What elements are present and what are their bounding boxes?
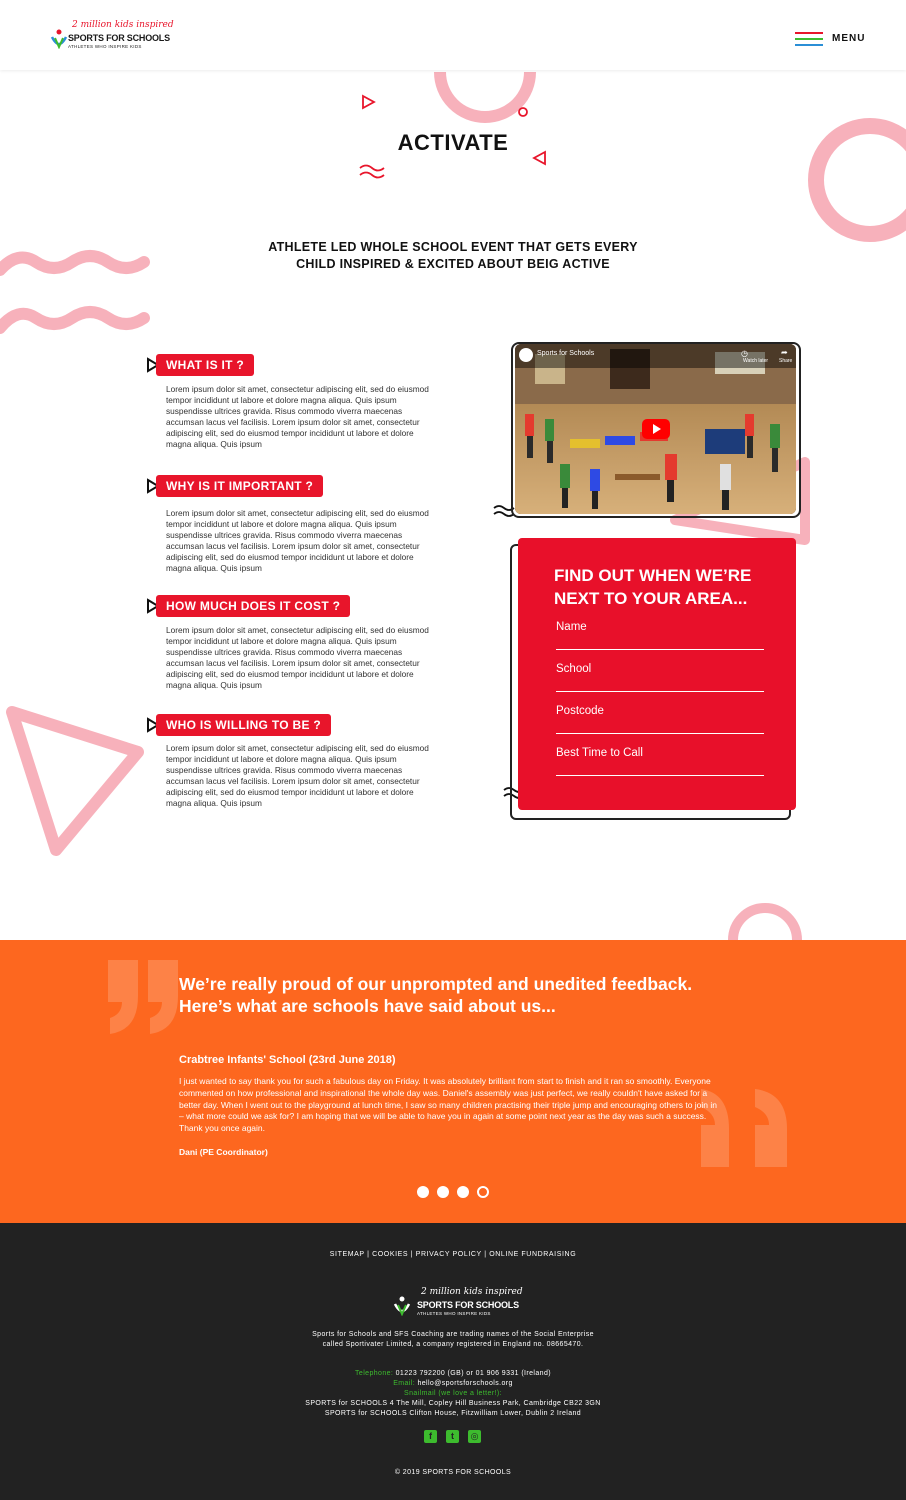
footer-legal-line-1: Sports for Schools and SFS Coaching are trading names of the Social Enterprise (312, 1331, 594, 1338)
testimonial-heading (179, 973, 799, 1017)
footer-logo-name: SPORTS FOR SCHOOLS (417, 1300, 519, 1310)
slider-dot-2[interactable] (437, 1186, 449, 1198)
footer-logo[interactable] (393, 1287, 523, 1321)
area-signup-form (518, 538, 796, 810)
logo-figure-icon (50, 29, 68, 49)
logo-subtitle: ATHLETES WHO INSPIRE KIDS (68, 44, 142, 49)
footer-logo-subtitle: ATHLETES WHO INSPIRE KIDS (417, 1311, 491, 1316)
watch-later-label[interactable]: Watch later (743, 358, 769, 364)
deco-ring-bottom (733, 908, 797, 940)
testimonial-section (0, 940, 906, 1223)
menu-bar-red-icon (795, 32, 823, 34)
footer-copyright: © 2019 SPORTS FOR SCHOOLS (394, 1469, 512, 1476)
play-icon (642, 419, 670, 439)
address-cambridge: SPORTS for SCHOOLS 4 The Mill, Copley Hill Business Park, Cambridge CB22 3GN (305, 1400, 601, 1407)
footer-link-sitemap[interactable]: SITEMAP (329, 1251, 365, 1258)
logo-figure-icon (393, 1296, 411, 1316)
instagram-icon[interactable]: ◎ (468, 1430, 481, 1443)
section-why-body: Lorem ipsum dolor sit amet, consectetur adipiscing elit, sed do eiusmod tempor incididunt ut labore et dolore magna aliqua. Quis ipsum suspendisse ultrices gravida. Risus commodo viverra maecenas accumsan lacus vel facilisis. Lorem ipsum dolor sit amet, consectetur adipiscing elit, sed do eiusmod tempor incididunt ut labore et dolore magna aliqua. Quis ipsum (166, 508, 429, 573)
section-who-body: Lorem ipsum dolor sit amet, consectetur adipiscing elit, sed do eiusmod tempor incididunt ut labore et dolore magna aliqua. Quis ipsum suspendisse ultrices gravida. Risus commodo viverra maecenas accumsan lacus vel facilisis. Lorem ipsum dolor sit amet, consectetur adipiscing elit, sed do eiusmod tempor incididunt ut labore et dolore magna aliqua. Quis ipsum (166, 743, 429, 808)
site-logo[interactable] (50, 20, 174, 54)
slider-dot-4[interactable] (477, 1186, 489, 1198)
section-why-label: WHY IS IT IMPORTANT ? (156, 475, 323, 497)
logo-tagline: 2 million kids inspired (72, 20, 174, 30)
share-icon[interactable]: ➦ (781, 348, 788, 357)
footer-legal (0, 1330, 906, 1350)
testimonial-school: Crabtree Infants' School (23rd June 2018) (179, 1054, 396, 1066)
footer-logo-tagline: 2 million kids inspired (421, 1287, 523, 1297)
best-time-field[interactable] (556, 747, 764, 776)
slider-dot-1[interactable] (417, 1186, 429, 1198)
menu-label: MENU (832, 33, 866, 44)
channel-avatar[interactable] (519, 348, 533, 362)
form-title (554, 564, 784, 610)
section-cost-body: Lorem ipsum dolor sit amet, consectetur adipiscing elit, sed do eiusmod tempor incididunt ut labore et dolore magna aliqua. Quis ipsum suspendisse ultrices gravida. Risus commodo viverra maecenas accumsan lacus vel facilisis. Lorem ipsum dolor sit amet, consectetur adipiscing elit, sed do eiusmod tempor incididunt ut labore et dolore magna aliqua. Quis ipsum (166, 625, 429, 690)
menu-bar-blue-icon (795, 44, 823, 46)
youtube-play-button[interactable] (642, 419, 670, 439)
subtitle-line-1: ATHLETE LED WHOLE SCHOOL EVENT THAT GETS EVERY (268, 240, 638, 254)
postcode-field[interactable] (556, 705, 764, 734)
name-field-label: Name (556, 621, 587, 633)
section-who-label: WHO IS WILLING TO BE ? (156, 714, 331, 736)
footer-link-separator: | (481, 1251, 490, 1258)
school-field[interactable] (556, 663, 764, 692)
postcode-field-label: Postcode (556, 705, 604, 717)
deco-arc-top (440, 72, 530, 117)
section-what-body: Lorem ipsum dolor sit amet, consectetur adipiscing elit, sed do eiusmod tempor incididunt ut labore et dolore magna aliqua. Quis ipsum suspendisse ultrices gravida. Risus commodo viverra maecenas accumsan lacus vel facilisis. Lorem ipsum dolor sit amet, consectetur adipiscing elit, sed do eiusmod tempor incididunt ut labore et dolore magna aliqua. Quis ipsum (166, 384, 429, 449)
menu-button[interactable] (795, 30, 865, 48)
footer-contact (0, 1369, 906, 1419)
form-title-line-2: NEXT TO YOUR AREA... (554, 589, 748, 608)
footer-links (0, 1251, 906, 1258)
footer-link-privacy[interactable]: PRIVACY POLICY (415, 1251, 482, 1258)
site-header (0, 0, 906, 70)
deco-red-triangle-1 (363, 96, 374, 108)
footer-telephone (0, 1369, 906, 1379)
twitter-icon[interactable]: t (446, 1430, 459, 1443)
best-time-field-label: Best Time to Call (556, 747, 643, 759)
deco-red-circle (519, 108, 527, 116)
section-cost-label: HOW MUCH DOES IT COST ? (156, 595, 350, 617)
footer-link-separator: | (364, 1251, 373, 1258)
email-label: Email: (393, 1380, 416, 1387)
open-quote-icon (104, 956, 184, 1036)
testimonial-author: Dani (PE Coordinator) (179, 1147, 268, 1157)
form-title-line-1: FIND OUT WHEN WE’RE (554, 566, 752, 585)
telephone-value[interactable]: 01223 792200 (GB) or 01 906 9331 (Ireland) (395, 1370, 551, 1377)
testimonial-heading-line-1: We’re really proud of our unprompted and unedited feedback. (179, 974, 693, 994)
subtitle-line-2: CHILD INSPIRED & EXCITED ABOUT BEIG ACTIVE (296, 257, 610, 271)
school-field-label: School (556, 663, 592, 675)
email-value[interactable]: hello@sportsforschools.org (417, 1380, 513, 1387)
deco-wave-left-2 (0, 312, 144, 328)
testimonial-quote: I just wanted to say thank you for such a fabulous day on Friday. It was absolutely brilliant from start to finish and it ran so smoothly. Everyone commented on how professional and inspirational the whole day was. Daniel's assembly was just perfect, we really couldn't have asked for a better day. When I went out to the playground at lunch time, I saw so many children practising their triple jump and encouraging others to join in – what more could we ask for? I am hoping that we will be able to have you in again at some point next year as the day was such a success. Thank you once again. (179, 1076, 717, 1134)
share-label[interactable]: Share (779, 358, 793, 364)
menu-bar-green-icon (795, 38, 823, 40)
footer-link-separator: | (408, 1251, 416, 1258)
testimonial-heading-line-2: Here’s what are schools have said about us... (179, 996, 556, 1016)
address-dublin: SPORTS for SCHOOLS Clifton House, Fitzwilliam Lower, Dublin 2 Ireland (324, 1410, 582, 1417)
telephone-label: Telephone: (355, 1370, 394, 1377)
name-field[interactable] (556, 621, 764, 650)
clock-icon[interactable]: ◷ (741, 349, 748, 358)
section-what-label: WHAT IS IT ? (156, 354, 254, 376)
site-footer (0, 1223, 906, 1500)
video-player[interactable] (515, 344, 796, 514)
page-title: ACTIVATE (397, 130, 509, 155)
deco-triangle-left (12, 712, 138, 850)
video-channel-title[interactable]: Sports for Schools (537, 350, 595, 357)
logo-name: SPORTS FOR SCHOOLS (68, 33, 170, 43)
page-subtitle (0, 239, 906, 273)
deco-red-wave (360, 166, 384, 178)
slider-dot-3[interactable] (457, 1186, 469, 1198)
facebook-icon[interactable]: f (424, 1430, 437, 1443)
footer-link-fundraising[interactable]: ONLINE FUNDRAISING (489, 1251, 577, 1258)
footer-link-cookies[interactable]: COOKIES (372, 1251, 409, 1258)
snailmail-label: Snailmail (we love a letter!): (404, 1390, 502, 1397)
footer-email (0, 1379, 906, 1389)
footer-legal-line-2: called Sportivater Limited, a company registered in England no. 08665470. (322, 1341, 584, 1348)
